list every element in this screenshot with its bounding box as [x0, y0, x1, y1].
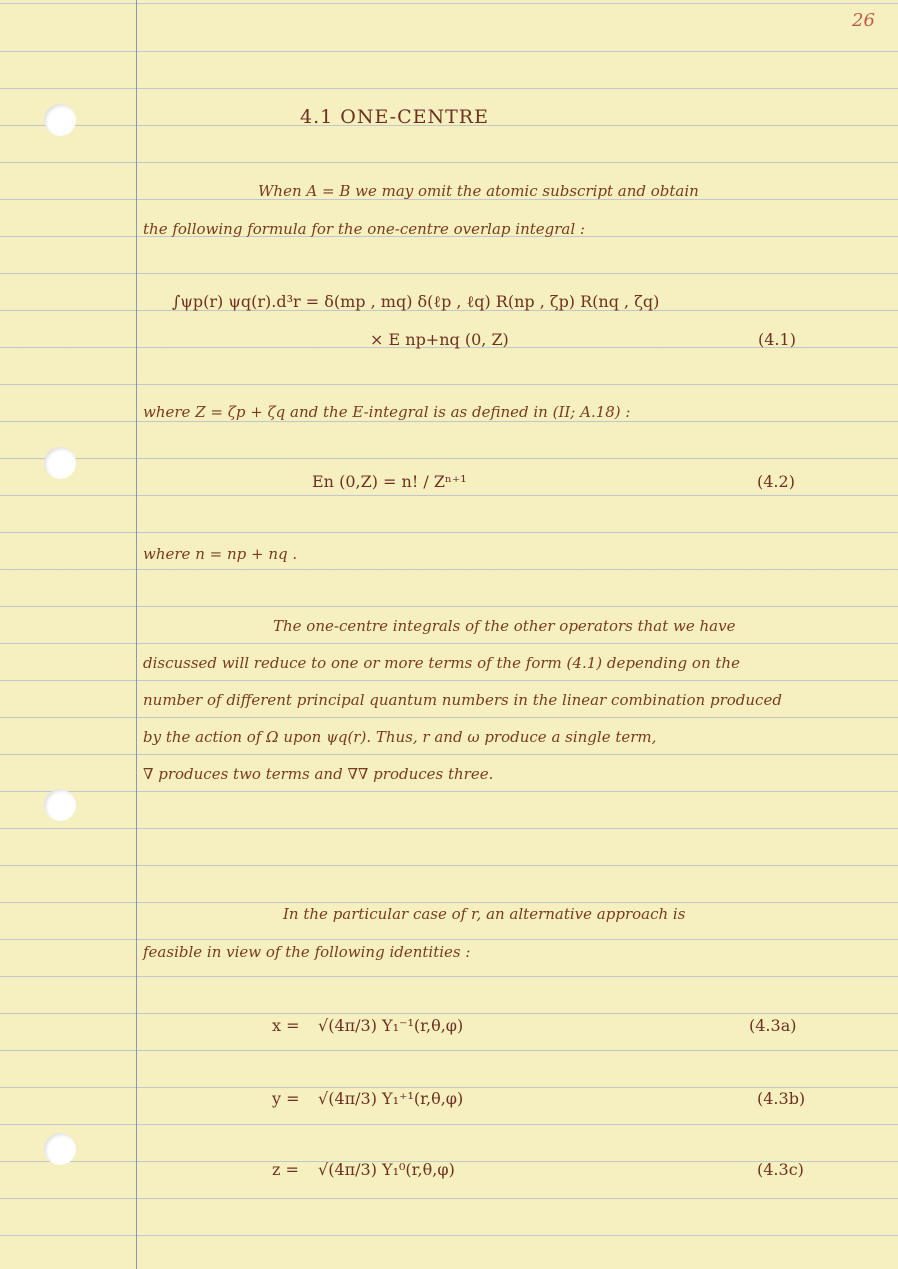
where-n-line: where n = np + nq .	[143, 545, 298, 563]
where-z-line: where Z = ζp + ζq and the E-integral is as defined in (II; A.18) :	[143, 403, 631, 421]
equation-4-3c-lhs: z =	[272, 1160, 299, 1179]
section-title: 4.1 ONE-CENTRE	[300, 106, 489, 128]
punch-hole	[44, 104, 76, 136]
equation-number: (4.3b)	[757, 1089, 806, 1108]
equation-4-3b-lhs: y =	[272, 1089, 300, 1108]
equation-number: (4.1)	[758, 330, 796, 349]
equation-4-3c-expr: √(4π/3) Y₁⁰(r,θ,φ)	[318, 1160, 455, 1179]
equation-4-2: En (0,Z) = n! / Zⁿ⁺¹	[312, 472, 467, 491]
paragraph2-line: discussed will reduce to one or more terms of the form (4.1) depending on the	[143, 654, 740, 672]
paragraph1-line: the following formula for the one-centre overlap integral :	[143, 220, 585, 238]
equation-4-1-line2: × E np+nq (0, Z)	[370, 330, 509, 349]
paragraph2-line: number of different principal quantum numbers in the linear combination produced	[143, 691, 782, 709]
paragraph2-line: The one-centre integrals of the other operators that we have	[273, 617, 736, 635]
paragraph1-line: When A = B we may omit the atomic subscript and obtain	[258, 182, 699, 200]
paragraph3-line: feasible in view of the following identities :	[143, 943, 471, 961]
page-number: 26	[852, 10, 875, 31]
paragraph3-line: In the particular case of r, an alternative approach is	[283, 905, 686, 923]
equation-4-3a-lhs: x =	[272, 1016, 300, 1035]
equation-number: (4.3c)	[757, 1160, 804, 1179]
equation-4-1-line1: ∫ψp(r) ψq(r).d³r = δ(mp , mq) δ(ℓp , ℓq) R(np , ζp) R(nq , ζq)	[172, 292, 660, 311]
paragraph2-line: ∇ produces two terms and ∇∇ produces three.	[143, 765, 494, 783]
punch-hole	[44, 1133, 76, 1165]
margin-line	[136, 0, 137, 1269]
equation-number: (4.2)	[757, 472, 795, 491]
equation-4-3b-expr: √(4π/3) Y₁⁺¹(r,θ,φ)	[318, 1089, 464, 1108]
equation-4-3a-expr: √(4π/3) Y₁⁻¹(r,θ,φ)	[318, 1016, 464, 1035]
equation-number: (4.3a)	[749, 1016, 797, 1035]
paragraph2-line: by the action of Ω upon ψq(r). Thus, r and ω produce a single term,	[143, 728, 657, 746]
punch-hole	[44, 447, 76, 479]
punch-hole	[44, 789, 76, 821]
